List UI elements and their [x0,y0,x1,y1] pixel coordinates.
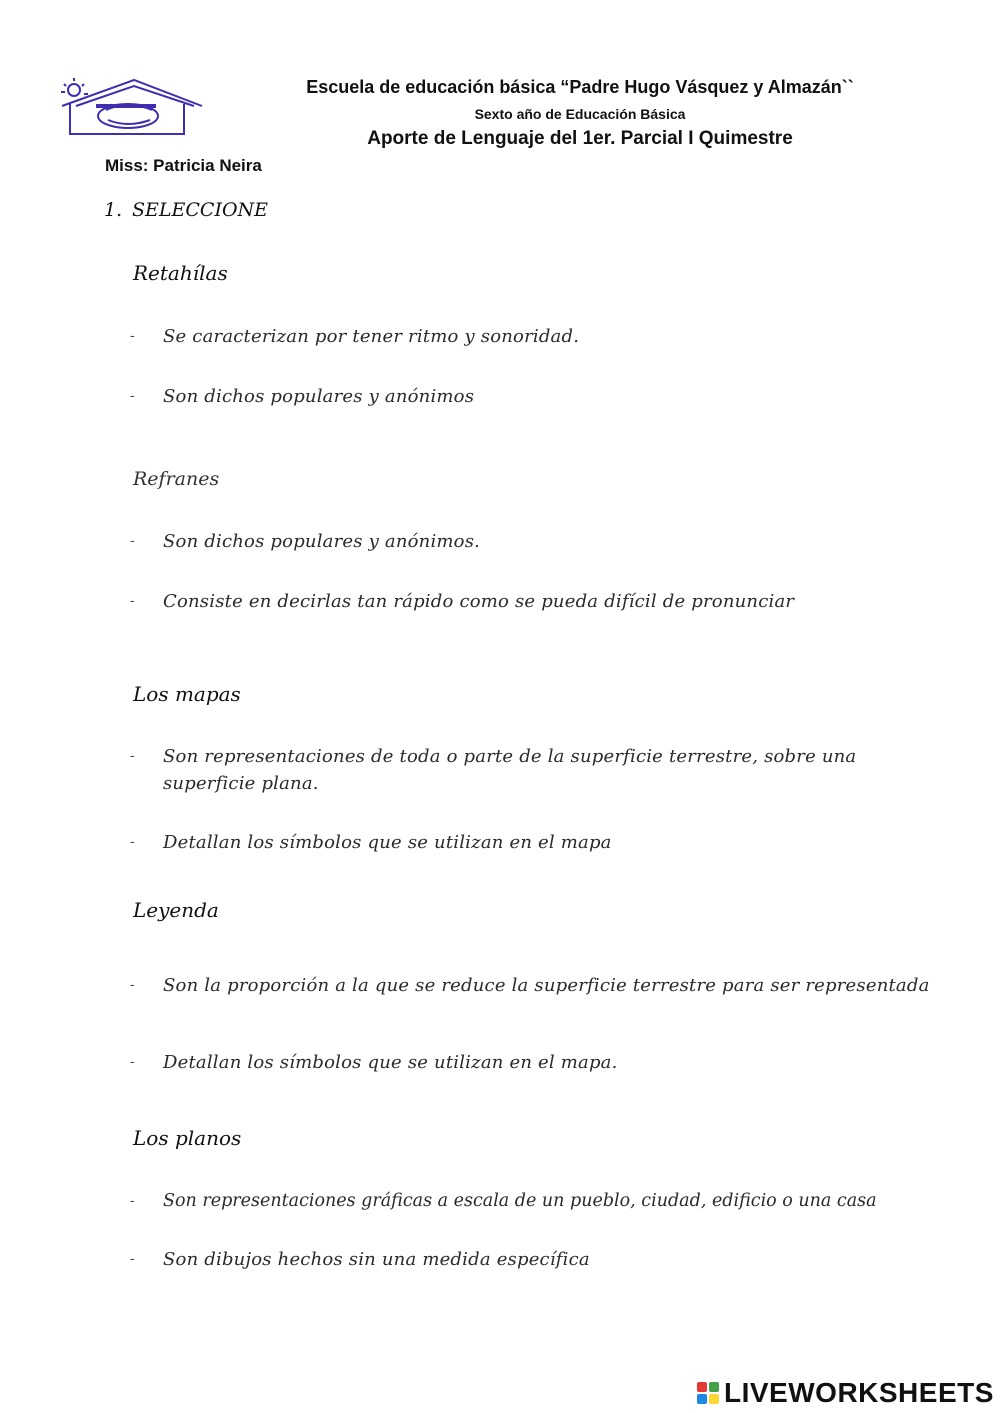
bullet-dash: - [130,1251,135,1267]
option-text: Son dibujos hechos sin una medida específica [163,1249,590,1270]
option-text: Detallan los símbolos que se utilizan en el mapa. [163,1052,618,1073]
option-leyenda-1[interactable] [130,972,950,999]
option-los-mapas-1[interactable] [130,743,950,797]
section-heading-los-planos: Los planos [133,1126,242,1150]
bullet-dash: - [130,1054,135,1070]
teacher-name: Miss: Patricia Neira [105,156,262,175]
bullet-dash: - [130,328,135,344]
bullet-dash: - [130,748,135,764]
question-text: SELECCIONE [132,199,269,221]
option-text: Consiste en decirlas tan rápido como se pueda difícil de pronunciar [163,591,795,612]
section-heading-retahilas: Retahílas [133,261,228,285]
question-instruction [104,199,268,221]
school-logo-icon [56,76,206,138]
option-los-planos-1[interactable] [130,1188,960,1215]
assessment-title: Aporte de Lenguaje del 1er. Parcial I Quimestre [367,128,793,149]
option-retahilas-1[interactable] [130,323,950,350]
bullet-dash: - [130,977,135,993]
brand-name: LIVEWORKSHEETS [724,1377,994,1408]
option-los-planos-2[interactable] [130,1246,950,1273]
bullet-dash: - [130,533,135,549]
liveworksheets-brand [696,1378,994,1408]
option-retahilas-2[interactable] [130,383,950,410]
bullet-dash: - [130,1193,135,1209]
option-text: Son dichos populares y anónimos. [163,531,481,552]
school-name: Escuela de educación básica “Padre Hugo Vásquez y Almazán`` [306,77,854,97]
option-refranes-1[interactable] [130,528,950,555]
option-refranes-2[interactable] [130,588,950,615]
liveworksheets-logo-icon [696,1381,720,1405]
section-heading-los-mapas: Los mapas [133,682,241,706]
grade-label: Sexto año de Educación Básica [474,106,686,122]
bullet-dash: - [130,834,135,850]
bullet-dash: - [130,593,135,609]
option-text: Se caracterizan por tener ritmo y sonoridad. [163,326,580,347]
option-leyenda-2[interactable] [130,1049,950,1076]
bullet-dash: - [130,388,135,404]
option-text: Son la proporción a la que se reduce la superficie terrestre para ser representada [163,975,930,996]
option-text: Son representaciones gráficas a escala de un pueblo, ciudad, edificio o una casa [163,1191,877,1211]
section-heading-leyenda: Leyenda [133,898,219,922]
option-text: Detallan los símbolos que se utilizan en el mapa [163,832,612,853]
question-number: 1. [104,199,123,221]
option-text: Son representaciones de toda o parte de la superficie terrestre, sobre una superficie plana. [163,746,857,794]
option-los-mapas-2[interactable] [130,829,950,856]
option-text: Son dichos populares y anónimos [163,386,475,407]
section-heading-refranes: Refranes [133,468,220,490]
